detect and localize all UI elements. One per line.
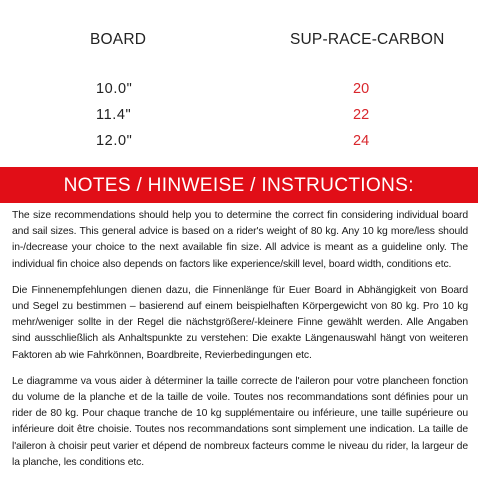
fin-size-cell: 22 — [353, 107, 370, 123]
board-column-header: BOARD — [90, 31, 147, 48]
notes-section — [12, 208, 468, 481]
fin-size-cell: 24 — [353, 133, 370, 149]
board-size-cell: 10.0" — [96, 81, 133, 97]
board-size-cell: 11.4" — [96, 107, 132, 123]
notes-banner — [0, 167, 478, 203]
fin-column-header: SUP-RACE-CARBON — [290, 31, 445, 48]
table-row — [0, 81, 478, 101]
fin-size-cell: 20 — [353, 81, 370, 97]
table-row — [0, 133, 478, 153]
board-size-cell: 12.0" — [96, 133, 133, 149]
notes-english: The size recommendations should help you to determine the correct fin considering individual board and sail sizes. This general advice is based on a rider's weight of 80 kg. Any 10 kg more/less should in-/decrease your choice to the next available fin size. All advice is meant as a guideline only. The individual fin choice also depends on factors like experience/skill level, board width, conditions etc. — [12, 210, 468, 270]
table-row — [0, 107, 478, 127]
notes-german: Die Finnenempfehlungen dienen dazu, die Finnenlänge für Euer Board in Abhängigkeit von Board und Segel zu bestimmen – basierend auf einem beispielhaften Körpergewicht von 80 kg. Pro 10 kg mehr/weniger sollte in der Regel die nächstgrößere/-kleinere Finne gewählt werden. Alle Angaben sind ausschließlich als Anhaltspunkte zu verstehen: Die exakte Längenauswahl hängt von weiteren Faktoren ab wie Fahrkönnen, Boardbreite, Revierbedingungen etc. — [12, 284, 468, 361]
notes-banner-title: NOTES / HINWEISE / INSTRUCTIONS: — [63, 173, 415, 196]
fin-size-table — [0, 0, 478, 160]
notes-french: Le diagramme va vous aider à déterminer la taille correcte de l'aileron pour votre plancheen fonction du volume de la planche et de la taille de voile. Toutes nos recommandations sont définies pour un rider de 80 kg. Pour chaque tranche de 10 kg supplémentaire ou inférieure, une taille supérieure ou inférieure doit être choisie. Toutes nos recommandations sont simplement une indication. La taille de l'aileron à choisir peut varier et dépend de nombreux facteurs comme le niveau du rider, la largeur de la planche, les conditions etc. — [12, 375, 468, 468]
